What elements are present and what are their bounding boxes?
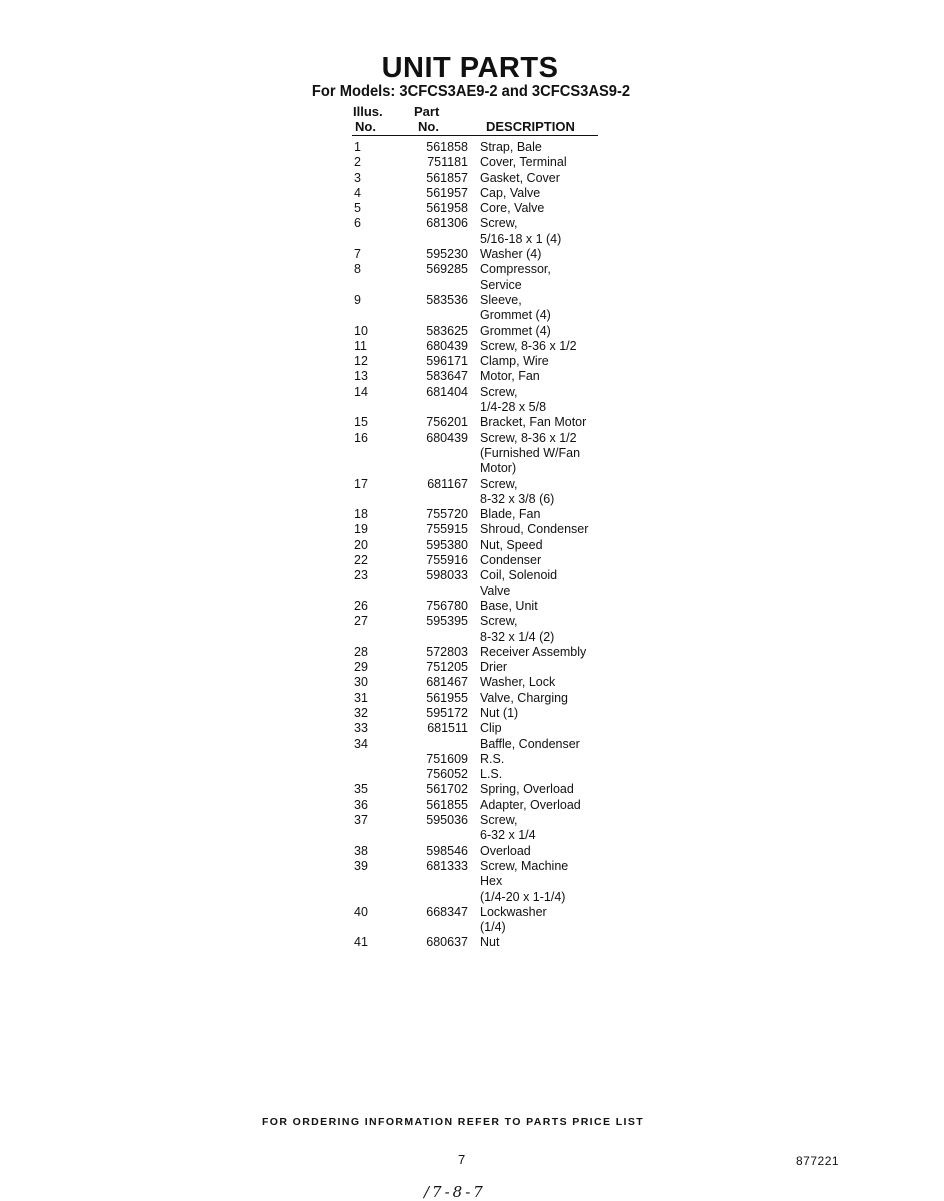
table-row [350,782,610,797]
description-line: Motor, Fan [480,369,540,384]
table-row [350,568,610,599]
description-line: Nut (1) [480,705,519,720]
part-number: 595230 [426,247,468,262]
table-row [350,324,610,339]
part-number: 596171 [426,354,468,369]
table-row [350,905,610,936]
part-description [480,369,610,384]
part-description [480,140,610,155]
description-line: L.S. [480,767,503,782]
part-description [480,553,610,568]
part-number: 561858 [426,140,468,154]
part-number: 751181 [427,155,468,170]
part-number: 561958 [426,201,468,216]
part-number: 561957 [426,185,468,200]
description-line: Nut [480,935,500,950]
table-row [350,721,610,736]
description-line: Coil, Solenoid [480,568,558,583]
table-row [350,859,610,905]
illus-number: 39 [354,858,368,873]
part-description [480,859,610,905]
description-line: Grommet (4) [480,308,551,323]
part-number: 668347 [426,904,468,919]
page-number: 7 [458,1152,466,1167]
illus-number: 6 [354,216,361,231]
part-description [480,385,610,416]
illus-number: 19 [354,522,368,537]
table-row [350,171,610,186]
part-description [480,171,610,186]
illus-number: 7 [354,247,361,262]
illus-number: 14 [354,384,368,399]
description-line: Valve [480,583,511,598]
description-line: Clip [480,721,502,736]
part-description [480,262,610,293]
part-description [480,645,610,660]
description-line: 6-32 x 1/4 [480,828,536,843]
description-line: Receiver Assembly [480,644,587,659]
illus-number: 10 [354,323,368,338]
part-description [480,216,610,247]
part-number: 561702 [426,782,468,797]
illus-number: 34 [354,736,368,751]
description-line: 5/16-18 x 1 (4) [480,231,562,246]
description-line: Service [480,277,522,292]
table-row [350,706,610,721]
illus-number: 36 [354,797,368,812]
illus-number: 15 [354,415,368,430]
illus-number: 20 [354,537,368,552]
description-line: 8-32 x 1/4 (2) [480,629,555,644]
part-description [480,782,610,797]
part-number: 583647 [426,369,468,384]
description-line: Gasket, Cover [480,170,560,185]
description-line: Blade, Fan [480,507,541,522]
table-row [350,844,610,859]
illus-number: 2 [354,155,361,170]
part-description [480,186,610,201]
illus-number: 23 [354,568,368,583]
column-header-part-line2: No. [418,119,439,134]
description-line: Washer, Lock [480,675,556,690]
description-line: Cover, Terminal [480,155,567,170]
part-number: 681333 [426,858,468,873]
part-number: 595172 [426,705,468,720]
illus-number: 31 [354,690,368,705]
part-description [480,691,610,706]
description-line: Compressor, [480,262,551,277]
description-line: Condenser [480,553,542,568]
part-description [480,477,610,508]
description-line: Cap, Valve [480,185,541,200]
part-description [480,155,610,170]
illus-number: 26 [354,598,368,613]
part-number: 595036 [426,813,468,828]
part-number: 751205 [426,660,468,675]
illus-number: 30 [354,675,368,690]
part-description [480,415,610,430]
part-number: 751609 [426,751,468,766]
handwritten-note: /7-8-7 [424,1183,486,1201]
description-line: 1/4-28 x 5/8 [480,400,547,415]
description-line: Lockwasher [480,904,547,919]
part-number: 755915 [426,522,468,537]
models-subtitle: For Models: 3CFCS3AE9-2 and 3CFCS3AS9-2 [311,83,631,100]
description-line: (1/4) [480,920,506,935]
illus-number: 8 [354,262,361,277]
table-row [350,599,610,614]
description-line: Screw, [480,813,518,828]
table-row [350,507,610,522]
illus-number: 18 [354,507,368,522]
table-row [350,522,610,537]
page-title: UNIT PARTS [381,52,559,84]
description-line: Strap, Bale [480,140,542,154]
illus-number: 33 [354,721,368,736]
part-description [480,599,610,614]
ordering-note: FOR ORDERING INFORMATION REFER TO PARTS PRICE LIST [261,1116,645,1128]
column-header-part-line1: Part [414,104,440,119]
illus-number: 38 [354,843,368,858]
illus-number: 9 [354,292,361,307]
description-line: R.S. [480,751,505,766]
part-number: 680439 [426,338,468,353]
part-number: 756201 [426,415,468,430]
table-row [350,201,610,216]
description-line: Clamp, Wire [480,354,549,369]
part-number: 583625 [426,323,468,338]
part-description [480,568,610,599]
part-description [480,905,610,936]
description-line: 8-32 x 3/8 (6) [480,491,555,506]
description-line: (Furnished W/Fan [480,445,581,460]
part-description [480,538,610,553]
table-row [350,247,610,262]
part-description [480,614,610,645]
part-number: 561855 [426,797,468,812]
header-rule [352,135,598,136]
table-row [350,140,610,155]
description-line: Motor) [480,461,517,476]
illus-number: 16 [354,430,368,445]
part-number: 681467 [426,675,468,690]
illus-number: 27 [354,614,368,629]
column-header-illus-line1: Illus. [353,104,383,119]
description-line: Screw, [480,476,518,491]
table-row [350,935,610,950]
illus-number: 35 [354,782,368,797]
part-number: 583536 [426,292,468,307]
part-number: 569285 [426,262,468,277]
part-description [480,431,610,477]
description-line: Adapter, Overload [480,797,581,812]
description-line: Baffle, Condenser [480,736,580,751]
table-row [350,614,610,645]
part-description [480,737,610,752]
column-header-description: DESCRIPTION [486,119,575,134]
table-row [350,415,610,430]
part-description [480,354,610,369]
description-line: Spring, Overload [480,782,574,797]
table-row [350,354,610,369]
description-line: Nut, Speed [480,537,543,552]
table-row [350,186,610,201]
part-number: 595395 [426,614,468,629]
description-line: Screw, 8-36 x 1/2 [480,430,577,445]
table-row [350,431,610,477]
table-row [350,691,610,706]
part-number: 681511 [427,721,468,736]
illus-number: 28 [354,644,368,659]
description-line: Base, Unit [480,598,538,613]
part-number: 681404 [426,384,468,399]
part-number: 755916 [426,553,468,568]
part-number: 598033 [426,568,468,583]
table-row [350,262,610,293]
description-line: Screw, 8-36 x 1/2 [480,338,577,353]
part-number: 756780 [426,598,468,613]
part-description [480,767,610,782]
illus-number: 17 [354,476,368,491]
table-row [350,216,610,247]
description-line: Overload [480,843,531,858]
illus-number: 3 [354,170,361,185]
illus-number: 32 [354,705,368,720]
part-description [480,706,610,721]
table-row [350,553,610,568]
part-description [480,247,610,262]
table-row [350,675,610,690]
description-line: (1/4-20 x 1-1/4) [480,889,566,904]
part-number: 598546 [426,843,468,858]
table-row [350,737,610,752]
part-description [480,935,610,950]
description-line: Bracket, Fan Motor [480,415,587,430]
description-line: Screw, Machine [480,858,569,873]
part-description [480,798,610,813]
description-line: Valve, Charging [480,690,569,705]
description-line: Screw, [480,384,518,399]
illus-number: 29 [354,660,368,675]
illus-number: 13 [354,369,368,384]
table-row [350,339,610,354]
table-row [350,385,610,416]
table-row [350,293,610,324]
table-row [350,767,610,782]
part-description [480,675,610,690]
description-line: Shroud, Condenser [480,522,589,537]
part-number: 561955 [426,690,468,705]
table-row [350,752,610,767]
description-line: Drier [480,660,508,675]
table-row [350,155,610,170]
description-line: Hex [480,874,503,889]
description-line: Screw, [480,216,518,231]
table-row [350,798,610,813]
part-description [480,324,610,339]
part-number: 681306 [426,216,468,231]
part-number: 572803 [426,644,468,659]
illus-number: 4 [354,185,361,200]
table-row [350,813,610,844]
illus-number: 5 [354,201,361,216]
part-description [480,660,610,675]
illus-number: 40 [354,904,368,919]
part-number: 561857 [426,170,468,185]
column-header-illus-line2: No. [355,119,376,134]
table-row [350,538,610,553]
part-description [480,339,610,354]
illus-number: 11 [354,338,367,353]
part-description [480,293,610,324]
part-description [480,201,610,216]
part-number: 595380 [426,537,468,552]
part-description [480,844,610,859]
description-line: Screw, [480,614,518,629]
part-number: 680439 [426,430,468,445]
part-description [480,522,610,537]
illus-number: 37 [354,813,368,828]
document-number: 877221 [796,1154,840,1168]
part-number: 755720 [426,507,468,522]
table-row [350,369,610,384]
description-line: Washer (4) [480,247,542,262]
table-row [350,645,610,660]
description-line: Sleeve, [480,292,522,307]
part-number: 756052 [426,767,468,782]
description-line: Grommet (4) [480,323,551,338]
parts-list [350,140,610,951]
table-row [350,477,610,508]
table-row [350,660,610,675]
part-description [480,813,610,844]
part-description [480,721,610,736]
illus-number: 22 [354,553,368,568]
illus-number: 12 [354,354,368,369]
part-number: 681167 [427,476,468,491]
illus-number: 41 [354,935,368,950]
part-number: 680637 [426,935,468,950]
description-line: Core, Valve [480,201,545,216]
part-description [480,752,610,767]
part-description [480,507,610,522]
illus-number: 1 [354,140,361,154]
